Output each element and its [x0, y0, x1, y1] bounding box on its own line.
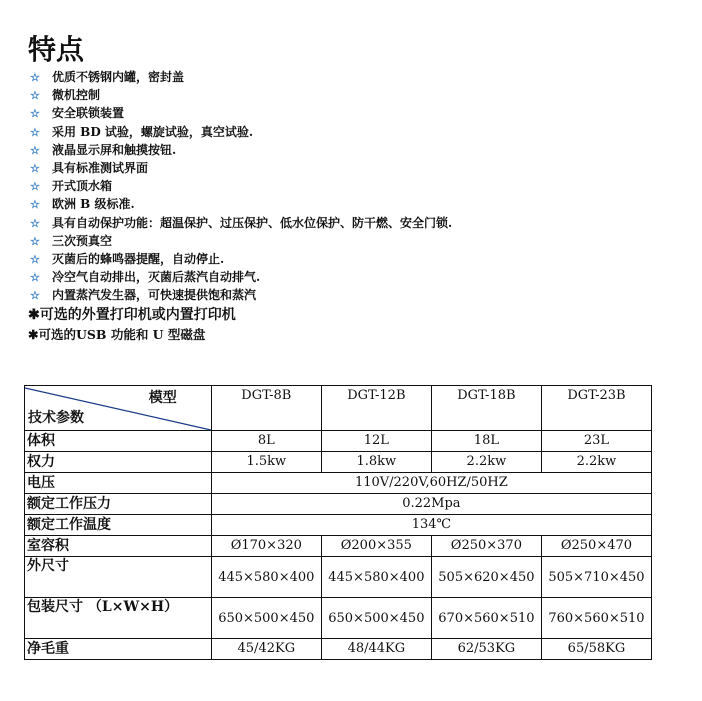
row-value: 1.8kw: [321, 452, 431, 473]
table-row: [25, 452, 652, 473]
row-value: 650×500×450: [211, 598, 321, 639]
star-icon: ☆: [30, 161, 40, 175]
feature-item: [30, 159, 452, 177]
row-value: 1.5kw: [211, 452, 321, 473]
table-row: [25, 639, 652, 660]
feature-text: 液晶显示屏和触摸按钮.: [52, 142, 177, 157]
feature-text: 内置蒸汽发生器，可快速提供饱和蒸汽: [52, 288, 257, 303]
feature-list: [30, 68, 452, 304]
feature-text: 采用 BD 试验，螺旋试验，真空试验.: [52, 124, 254, 139]
feature-item: [30, 177, 452, 195]
row-label: 外尺寸: [25, 557, 212, 598]
feature-item: [30, 250, 452, 268]
row-label: 室容积: [25, 536, 212, 557]
table-row: [25, 431, 652, 452]
star-icon: ☆: [30, 89, 40, 103]
table-row: [25, 557, 652, 598]
feature-item: [30, 286, 452, 304]
row-value: 45/42KG: [211, 639, 321, 660]
feature-item: [30, 104, 452, 122]
row-value: 760×560×510: [541, 598, 651, 639]
row-value: 445×580×400: [211, 557, 321, 598]
feature-text: 安全联锁装置: [52, 106, 125, 121]
star-icon: ☆: [30, 271, 40, 285]
feature-item: [30, 214, 452, 232]
option-usb: ✱可选的USB 功能和 U 型磁盘: [28, 327, 206, 342]
row-value: 134℃: [211, 515, 651, 536]
row-value: 670×560×510: [431, 598, 541, 639]
star-icon: ☆: [30, 252, 40, 266]
row-value: 110V/220V,60HZ/50HZ: [211, 473, 651, 494]
feature-text: 灭菌后的蜂鸣器提醒，自动停止.: [52, 251, 225, 266]
feature-text: 优质不锈钢内罐，密封盖: [52, 70, 185, 84]
table-row: [25, 515, 652, 536]
row-value: 445×580×400: [321, 557, 431, 598]
row-value: 650×500×450: [321, 598, 431, 639]
model-header: DGT-8B: [211, 386, 321, 431]
row-value: 18L: [431, 431, 541, 452]
star-icon: ☆: [30, 180, 40, 194]
feature-item: [30, 123, 452, 141]
row-label: 净毛重: [25, 639, 212, 660]
row-value: 23L: [541, 431, 651, 452]
star-icon: ☆: [30, 107, 40, 121]
star-icon: ☆: [30, 143, 40, 157]
corner-model-label: 模型: [148, 390, 177, 406]
feature-text: 开式顶水箱: [52, 179, 113, 194]
feature-item: [30, 141, 452, 159]
option-printer: ✱可选的外置打印机或内置打印机: [28, 307, 236, 323]
page-title: 特点: [28, 33, 85, 66]
model-header: DGT-12B: [321, 386, 431, 431]
corner-header: [25, 386, 212, 431]
row-value: 48/44KG: [321, 639, 431, 660]
star-icon: ☆: [30, 125, 40, 139]
row-label: 电压: [25, 473, 212, 494]
feature-item: [30, 195, 452, 213]
row-label: 包装尺寸 （L×W×H）: [25, 598, 212, 639]
row-label: 体积: [25, 431, 212, 452]
feature-text: 微机控制: [52, 88, 101, 103]
row-value: 62/53KG: [431, 639, 541, 660]
model-header: DGT-18B: [431, 386, 541, 431]
table-row: [25, 473, 652, 494]
feature-item: [30, 232, 452, 250]
corner-param-label: 技术参数: [28, 410, 84, 426]
table-row: [25, 494, 652, 515]
row-label: 额定工作压力: [25, 494, 212, 515]
row-value: Ø250×370: [431, 536, 541, 557]
row-value: 2.2kw: [541, 452, 651, 473]
row-label: 权力: [25, 452, 212, 473]
row-value: 12L: [321, 431, 431, 452]
feature-text: 欧洲 B 级标准.: [52, 197, 135, 212]
row-value: Ø200×355: [321, 536, 431, 557]
feature-item: [30, 268, 452, 286]
row-value: 2.2kw: [431, 452, 541, 473]
feature-text: 冷空气自动排出，灭菌后蒸汽自动排气.: [52, 270, 261, 285]
star-icon: ☆: [30, 234, 40, 248]
feature-item: [30, 86, 452, 104]
star-icon: ☆: [30, 289, 40, 303]
row-label: 额定工作温度: [25, 515, 212, 536]
table-row: [25, 536, 652, 557]
model-header: DGT-23B: [541, 386, 651, 431]
feature-text: 三次预真空: [52, 233, 113, 248]
star-icon: ☆: [30, 198, 40, 212]
spec-table: [24, 385, 652, 660]
row-value: 0.22Mpa: [211, 494, 651, 515]
row-value: 505×710×450: [541, 557, 651, 598]
row-value: 8L: [211, 431, 321, 452]
star-icon: ☆: [30, 71, 40, 84]
row-value: 505×620×450: [431, 557, 541, 598]
feature-item: [30, 68, 452, 86]
star-icon: ☆: [30, 216, 40, 230]
feature-text: 具有自动保护功能：超温保护、过压保护、低水位保护、防干燃、安全门锁.: [52, 215, 453, 230]
row-value: Ø170×320: [211, 536, 321, 557]
table-row: [25, 598, 652, 639]
row-value: Ø250×470: [541, 536, 651, 557]
row-value: 65/58KG: [541, 639, 651, 660]
feature-text: 具有标准测试界面: [52, 160, 149, 175]
